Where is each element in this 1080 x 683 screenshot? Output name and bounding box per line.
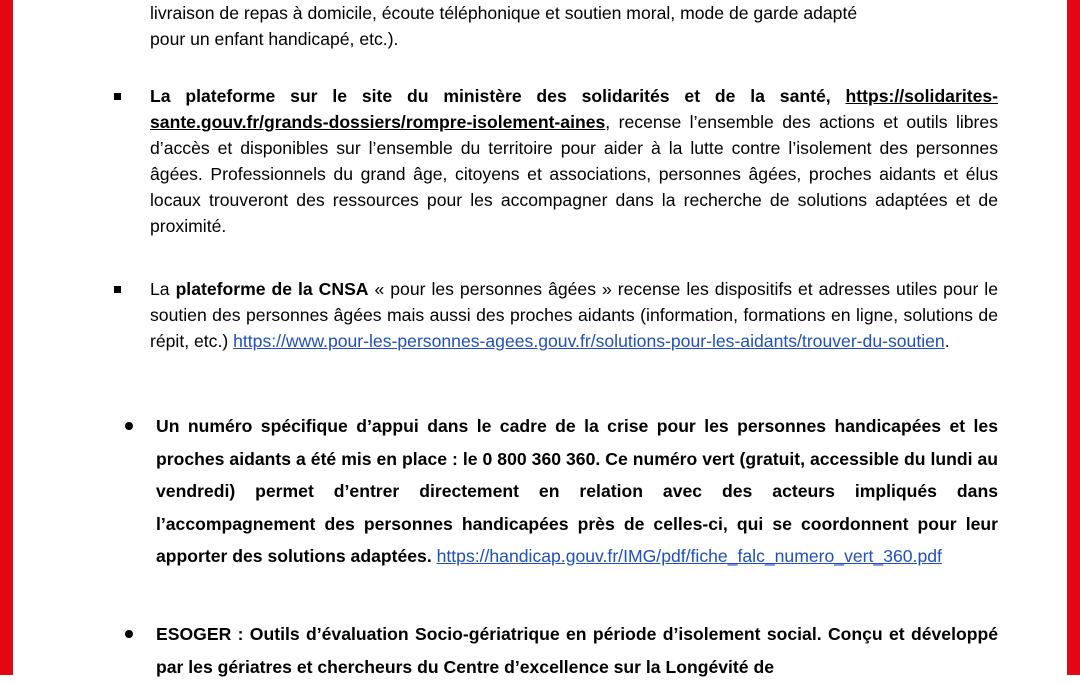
item-pre-text: La: [150, 279, 176, 299]
list-item-ministry-platform: [150, 83, 998, 239]
item-text: [150, 83, 998, 239]
list-item-cnsa-platform: [150, 276, 998, 354]
round-bullet-icon: [125, 630, 133, 638]
item-text: [150, 276, 998, 354]
item-text: [156, 618, 998, 683]
intro-line-2: pour un enfant handicapé, etc.).: [150, 29, 399, 49]
item-rest-text: , recense l’ensemble des actions et outils libres d’accès et disponibles sur l’ensemble du territoire pour aider à la lutte contre l’isolement des personnes âgées. Professionnels du grand âge, citoyens et associations, personnes âgées, proches aidants et élus locaux trouveront des ressources pour les accompagner dans la recherche de solutions adaptées et de proximité.: [150, 112, 998, 236]
item-bold-text: La plateforme sur le site du ministère des solidarités et de la santé,: [150, 86, 846, 106]
green-number-pdf-link[interactable]: https://handicap.gouv.fr/IMG/pdf/fiche_falc_numero_vert_360.pdf: [436, 546, 942, 566]
item-bold-text: plateforme de la CNSA: [175, 279, 369, 299]
item-text: [156, 410, 998, 573]
item-bold-text: Un numéro spécifique d’appui dans le cadre de la crise pour les personnes handicapées et les proches aidants a été mis en place : le 0 800 360 360. Ce numéro vert (gratuit, accessible du lundi au vendredi) permet d’entrer directement en relation avec des acteurs impliqués dans l’accompagnement des personnes handicapées près de celles-ci, qui se coordonnent pour leur apporter des solutions adaptées.: [156, 416, 998, 566]
intro-paragraph: [150, 0, 857, 52]
cnsa-platform-link[interactable]: https://www.pour-les-personnes-agees.gouv.fr/solutions-pour-les-aidants/trouver-du-soutien: [233, 331, 945, 351]
right-red-border: [1067, 0, 1080, 675]
left-red-border: [0, 0, 13, 675]
list-item-esoger: [156, 618, 998, 683]
list-item-green-number: [156, 410, 998, 573]
item-end-text: .: [944, 331, 950, 351]
round-bullet-icon: [125, 422, 133, 430]
intro-line-1: livraison de repas à domicile, écoute téléphonique et soutien moral, mode de garde adapté: [150, 3, 858, 23]
item-bold-text: ESOGER : Outils d’évaluation Socio-gériatrique en période d’isolement social. Conçu et développé par les gériatres et chercheurs du Centre d’excellence sur la Longévité de: [156, 624, 998, 677]
square-bullet-icon: [114, 286, 121, 293]
item-rest-text: « pour les personnes âgées » recense les dispositifs et adresses utiles pour le soutien des personnes âgées mais aussi des proches aidants (information, formations en ligne, solutions de répit, etc.): [150, 279, 998, 351]
square-bullet-icon: [114, 93, 121, 100]
ministry-platform-link[interactable]: https://solidarites-sante.gouv.fr/grands-dossiers/rompre-isolement-aines: [150, 86, 998, 132]
